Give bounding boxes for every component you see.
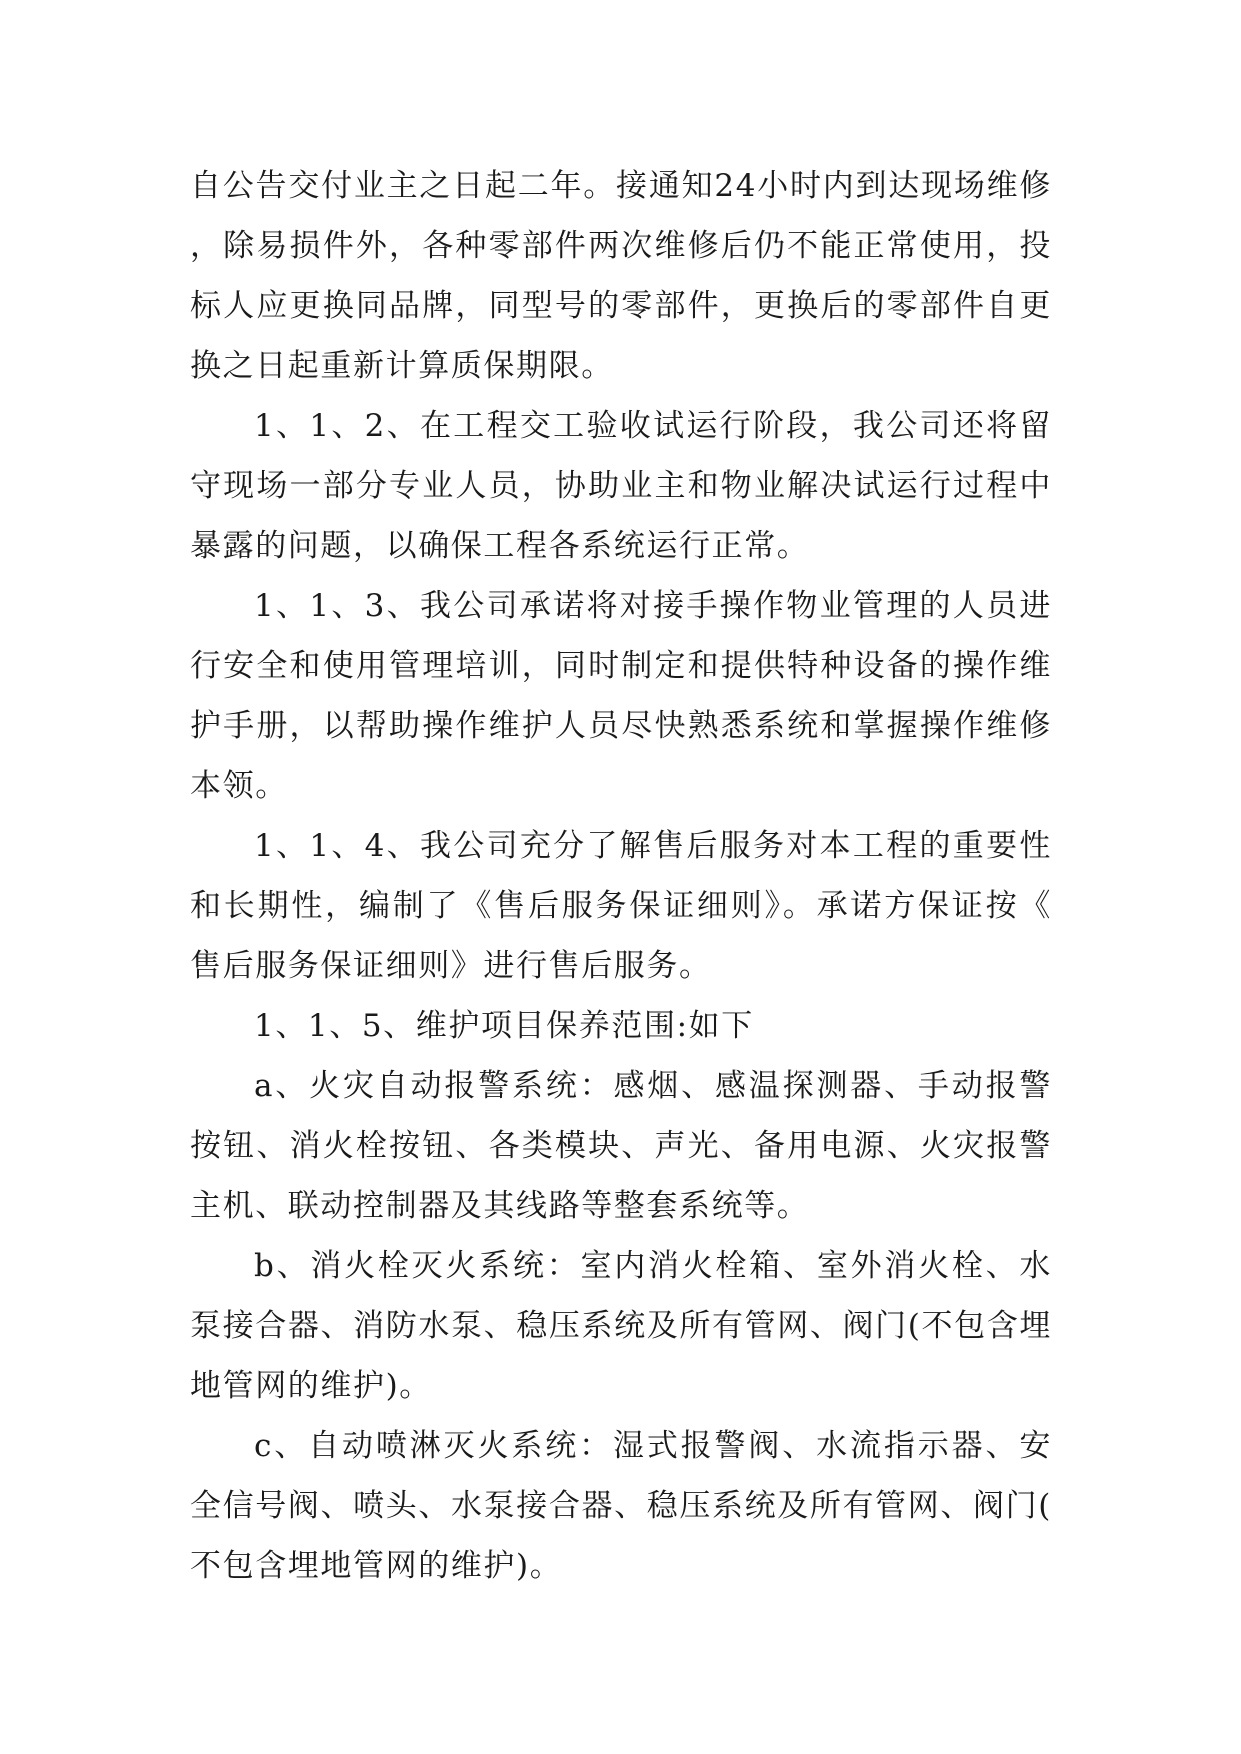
list-item-c: c、自动喷淋灭火系统：湿式报警阀、水流指示器、安全信号阀、喷头、水泵接合器、稳压系统及所有管网、阀门(不包含埋地管网的维护)。 [190, 1428, 1052, 1584]
paragraph-1-1-3: 1、1、3、我公司承诺将对接手操作物业管理的人员进行安全和使用管理培训，同时制定和提供特种设备的操作维护手册，以帮助操作维护人员尽快熟悉系统和掌握操作维修本领。 [190, 588, 1052, 804]
list-item-a: a、火灾自动报警系统：感烟、感温探测器、手动报警按钮、消火栓按钮、各类模块、声光、备用电源、火灾报警主机、联动控制器及其线路等整套系统等。 [190, 1068, 1052, 1224]
paragraph-warranty-continued: 自公告交付业主之日起二年。接通知24小时内到达现场维修，除易损件外，各种零部件两次维修后仍不能正常使用，投标人应更换同品牌，同型号的零部件，更换后的零部件自更换之日起重新计算质保期限。 [190, 168, 1052, 384]
paragraph-1-1-4: 1、1、4、我公司充分了解售后服务对本工程的重要性和长期性，编制了《售后服务保证细则》。承诺方保证按《售后服务保证细则》进行售后服务。 [190, 828, 1052, 984]
list-item-b: b、消火栓灭火系统：室内消火栓箱、室外消火栓、水泵接合器、消防水泵、稳压系统及所有管网、阀门(不包含埋地管网的维护)。 [190, 1248, 1052, 1404]
document-body [190, 156, 1052, 1596]
paragraph-1-1-5: 1、1、5、维护项目保养范围:如下 [254, 1008, 754, 1044]
paragraph-1-1-2: 1、1、2、在工程交工验收试运行阶段，我公司还将留守现场一部分专业人员，协助业主和物业解决试运行过程中暴露的问题，以确保工程各系统运行正常。 [190, 408, 1052, 564]
